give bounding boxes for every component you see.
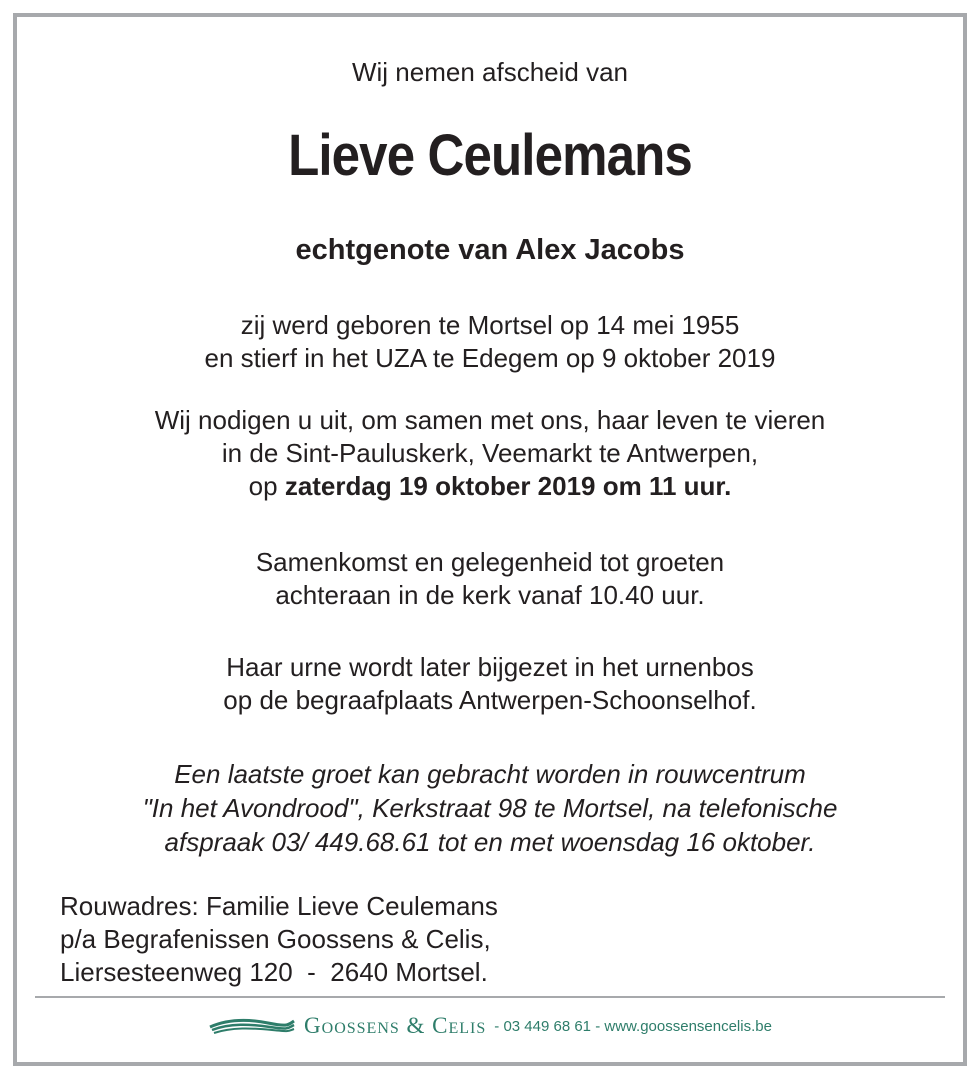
urn-line-2: op de begraafplaats Antwerpen-Schoonselhof. (223, 685, 757, 715)
wave-logo-icon (208, 1015, 296, 1037)
invitation-block (0, 404, 980, 503)
intro-text: Wij nemen afscheid van (351, 57, 629, 87)
urn-line-1: Haar urne wordt later bijgezet in het urnenbos (226, 652, 754, 682)
invitation-line-2: in de Sint-Pauluskerk, Veemarkt te Antwerpen, (221, 438, 759, 468)
farewell-line-3: afspraak 03/ 449.68.61 tot en met woensdag 16 oktober. (164, 827, 816, 857)
birth-death-block (0, 309, 980, 375)
farewell-line-2: "In het Avondrood", Kerkstraat 98 te Mortsel, na telefonische (142, 793, 838, 823)
footer-brand: Goossens & Celis (304, 1013, 487, 1038)
footer (0, 1008, 980, 1044)
ceremony-date: zaterdag 19 oktober 2019 om 11 uur. (284, 471, 732, 501)
invitation-prefix: op (248, 471, 285, 501)
address-line-1: Rouwadres: Familie Lieve Ceulemans (60, 891, 498, 921)
urn-block (0, 651, 980, 717)
invitation-line-3 (0, 470, 980, 503)
address-line-3: Liersesteenweg 120 - 2640 Mortsel. (60, 957, 488, 987)
gathering-block (0, 546, 980, 612)
address-block (60, 890, 498, 989)
death-line: en stierf in het UZA te Edegem op 9 oktober 2019 (204, 343, 776, 373)
spouse-line: echtgenote van Alex Jacobs (295, 234, 685, 266)
invitation-line-1: Wij nodigen u uit, om samen met ons, haar leven te vieren (154, 405, 826, 435)
farewell-line-1: Een laatste groet kan gebracht worden in rouwcentrum (174, 759, 806, 789)
deceased-name: Lieve Ceulemans (288, 123, 692, 188)
birth-line: zij werd geboren te Mortsel op 14 mei 1955 (240, 310, 740, 340)
gathering-line-1: Samenkomst en gelegenheid tot groeten (255, 547, 725, 577)
footer-contact: - 03 449 68 61 - www.goossensencelis.be (494, 1017, 772, 1035)
gathering-line-2: achteraan in de kerk vanaf 10.40 uur. (275, 580, 705, 610)
address-line-2: p/a Begrafenissen Goossens & Celis, (60, 924, 491, 954)
farewell-block (0, 757, 980, 859)
footer-divider (35, 996, 945, 998)
